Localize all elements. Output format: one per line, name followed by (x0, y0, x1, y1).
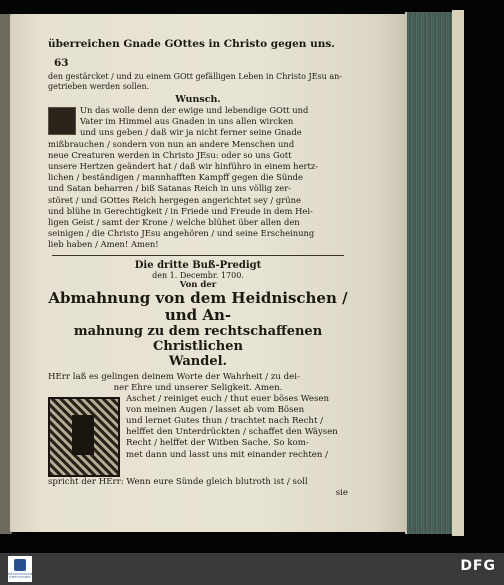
running-head-text: überreichen Gnade GOttes in Christo gegen uns. (48, 38, 335, 50)
sermon-heading-line: mahnung zu dem rechtschaffenen Christlichen (73, 323, 323, 354)
sermon-heading-line: Abmahnung von dem Heidnischen / und An- (48, 288, 348, 324)
wunsch-heading: Wunsch. (175, 94, 221, 105)
logo-caption: FRANCKESCHE STIFTUNGEN (8, 572, 34, 579)
body-line: spricht der HErr: Wenn eure Sünde gleich blutroth ist / soll (48, 476, 308, 487)
continuation-text (48, 72, 348, 92)
text-block (48, 32, 348, 499)
wunsch-line: seinigen / die Christo JEsu angehören / und seine Erscheinung (48, 228, 315, 239)
wunsch-line: unsere Hertzen geändert hat / daß wir hinführo in einem hertz- (48, 161, 319, 172)
running-head (48, 32, 348, 70)
sermon-body (48, 394, 348, 499)
body-line: Recht / helffet der Witben Sache. So kom- (126, 438, 309, 449)
book-cover (452, 10, 464, 536)
ornamental-initial (48, 397, 120, 477)
sermon-von: Von der (179, 279, 217, 290)
sermon-heading-line: Wandel. (168, 353, 228, 369)
prayer-line: ner Ehre und unserer Seligkeit. Amen. (113, 382, 283, 393)
body-line: und lernet Gutes thun / trachtet nach Recht / (126, 416, 324, 427)
book-page (10, 14, 406, 532)
wunsch-line: neue Creaturen werden in Christo JEsu: oder so uns Gott (48, 149, 292, 160)
wunsch-line: störet / und GOttes Reich hergegen angerichtet sey / grüne (48, 194, 301, 205)
opening-prayer (48, 372, 348, 394)
wunsch-line: mißbrauchen / sondern von nun an andere Menschen und (48, 138, 295, 149)
wunsch-line: und Satan beharren / biß Satanas Reich in uns völlig zer- (48, 183, 292, 194)
page-number: 63 (54, 57, 69, 69)
wunsch-line: Vater im Himmel aus Gnaden in uns allen wircken (80, 116, 294, 127)
page-edges (405, 12, 457, 534)
wunsch-line: und blühe in Gerechtigkeit / in Friede und Freude in dem Hei- (48, 205, 313, 216)
drop-cap-ornament (48, 107, 76, 135)
ornamental-letter (72, 415, 94, 455)
sermon-date: den 1. Decembr. 1700. (152, 270, 244, 280)
prayer-line: HErr laß es gelingen deinem Worte der Wahrheit / zu dei- (48, 371, 300, 382)
catchword: sie (335, 487, 348, 498)
dfg-logo[interactable]: DFG (460, 558, 496, 574)
body-line: Aschet / reiniget euch / thut euer böses Wesen (126, 393, 330, 404)
viewer-footer (0, 553, 504, 585)
wunsch-line: lichen / beständigen / mannhafften Kampff gegen die Sünde (48, 172, 303, 183)
wunsch-paragraph (48, 105, 348, 251)
body-line: von meinen Augen / lasset ab vom Bösen (126, 404, 305, 415)
shield-icon (14, 559, 26, 571)
sermon-title: Die dritte Buß-Predigt (134, 259, 262, 271)
continuation-line: den gestärcket / und zu einem GOtt gefälligen Leben in Christo JEsu an- (48, 72, 342, 81)
wunsch-line: und uns geben / daß wir ja nicht ferner seine Gnade (80, 127, 302, 138)
wunsch-line: Un das wolle denn der ewige und lebendige GOtt und (80, 105, 309, 115)
continuation-line: getrieben werden sollen. (48, 82, 150, 91)
body-line: met dann und lasst uns mit einander rechten / (126, 449, 329, 460)
body-line: helffet den Unterdrückten / schaffet den Wäysen (126, 427, 338, 438)
institution-logo[interactable] (8, 556, 32, 582)
wunsch-line: ligen Geist / samt der Krone / welche blühet über allen den (48, 217, 300, 228)
section-divider (52, 255, 344, 256)
wunsch-line: lieb haben / Amen! Amen! (48, 239, 159, 250)
